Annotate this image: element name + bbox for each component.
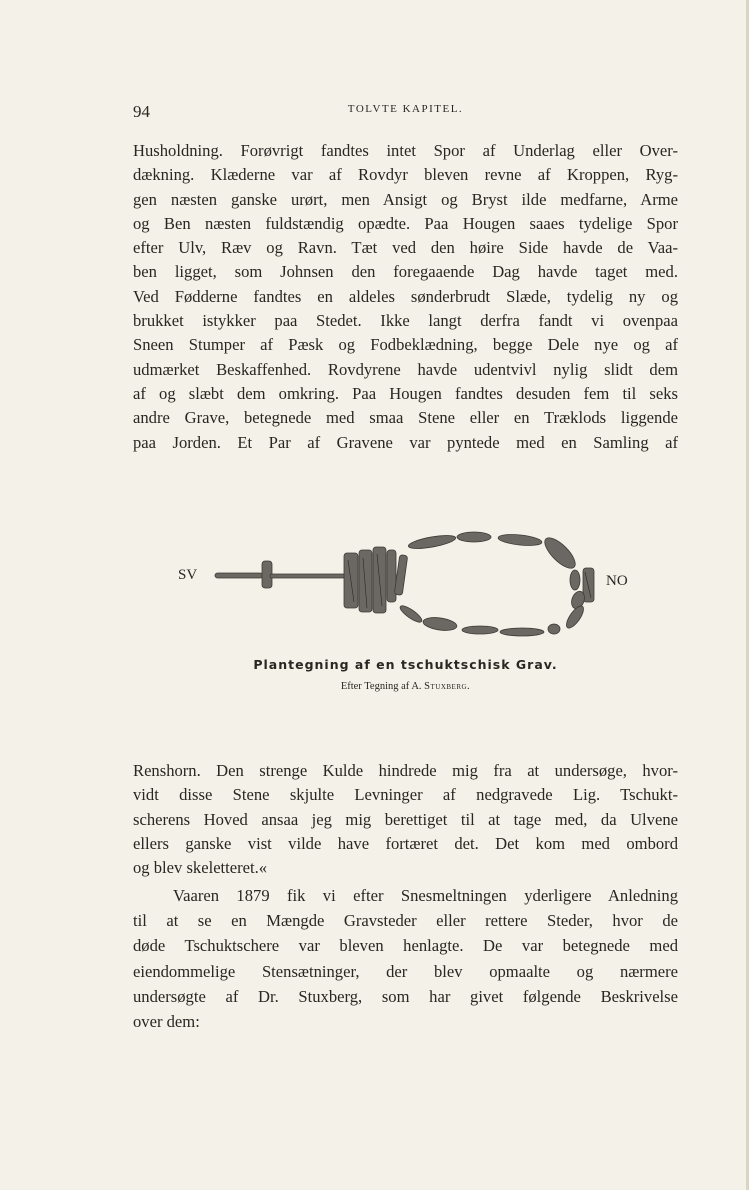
figure-credit-name: Stuxberg. [424, 681, 471, 692]
text-line: Sneen Stumper af Pæsk og Fodbeklædning, begge Dele nye og af [133, 335, 678, 355]
text-line: og blev skeletteret.« [133, 858, 268, 878]
text-line: over dem: [133, 1011, 200, 1031]
figure-label-southwest: SV [178, 567, 198, 583]
text-line: Renshorn. Den strenge Kulde hindrede mig fra at undersøge, hvor- [133, 761, 678, 780]
ring-stone [540, 533, 580, 573]
text-line: gen næsten ganske urørt, men Ansigt og Bryst ilde medfarne, Arme [133, 189, 678, 209]
pole-stone-left [215, 573, 263, 578]
paragraph-1 [133, 139, 678, 455]
figure-label-northeast: NO [606, 573, 628, 589]
ring-stone [457, 532, 491, 542]
text-line: efter Ulv, Ræv og Ravn. Tæt ved den høire Side havde de Vaa- [133, 238, 678, 258]
ring-stone [462, 626, 498, 634]
paragraph-2 [133, 759, 678, 880]
head-stone [359, 550, 372, 612]
text-line: brukket istykker paa Stedet. Ikke langt derfra fandt vi ovenpaa [133, 311, 678, 331]
text-line: og Ben næsten fuldstændig opædte. Paa Hougen saaes tydelige Spor [133, 213, 678, 233]
ring-stone [500, 628, 544, 636]
paragraph-3 [133, 883, 678, 1034]
text-line: dækning. Klæderne var af Rovdyr bleven revne af Kroppen, Ryg- [133, 165, 678, 185]
pole-stone-right [270, 574, 345, 578]
text-line: vidt disse Stene skjulte Levninger af nedgravede Lig. Tschukt- [133, 785, 678, 805]
ring-stone [407, 533, 456, 551]
text-line: andre Grave, betegnede med smaa Stene eller en Træklods liggende [133, 408, 678, 428]
ring-stone [498, 533, 543, 548]
page-number: 94 [133, 102, 150, 121]
ring-stone [548, 624, 560, 634]
text-line: Vaaren 1879 fik vi efter Snesmeltningen yderligere Anledning [173, 886, 678, 905]
running-head: TOLVTE KAPITEL. [347, 103, 464, 115]
text-line: døde Tschuktschere var bleven henlagte. De var betegnede med [133, 936, 678, 956]
figure-credit-prefix: Efter Tegning af A. [340, 681, 425, 692]
text-line: scherens Hoved ansaa jeg mig berettiget til at tage med, da Ulvene [133, 809, 678, 829]
text-line: undersøgte af Dr. Stuxberg, som har givet følgende Beskrivelse [133, 986, 678, 1006]
text-line: udmærket Beskaffenhed. Rovdyrene havde udentvivl nylig slidt dem [133, 359, 678, 379]
head-stone [387, 550, 396, 602]
grave-plan-illustration [170, 520, 650, 650]
text-line: Ved Fødderne fandtes en aldeles sønderbrudt Slæde, tydelig ny og [133, 286, 678, 306]
ring-stone [422, 616, 457, 633]
text-line: ben ligget, som Johnsen den foregaaende Dag havde taget med. [133, 262, 678, 282]
figure-caption: Plantegning af en tschuktschisk Grav. [253, 657, 558, 672]
ring-stone [398, 603, 424, 624]
text-line: til at se en Mængde Gravsteder eller rettere Steder, hvor de [133, 911, 678, 931]
text-line: eiendommelige Stensætninger, der blev opmaalte og nærmere [133, 961, 678, 981]
text-line: af og slæbt dem omkring. Paa Hougen fandtes desuden fem til seks [133, 383, 678, 403]
text-line: ellers ganske vist vilde have fortæret det. Det kom med ombord [133, 833, 678, 853]
figure-credit [133, 681, 678, 692]
text-line: paa Jorden. Et Par af Gravene var pyntede med en Samling af [133, 432, 678, 452]
ring-stone [570, 570, 580, 590]
text-line: Husholdning. Forøvrigt fandtes intet Spor af Underlag eller Over- [133, 141, 678, 160]
page-header [133, 100, 678, 124]
